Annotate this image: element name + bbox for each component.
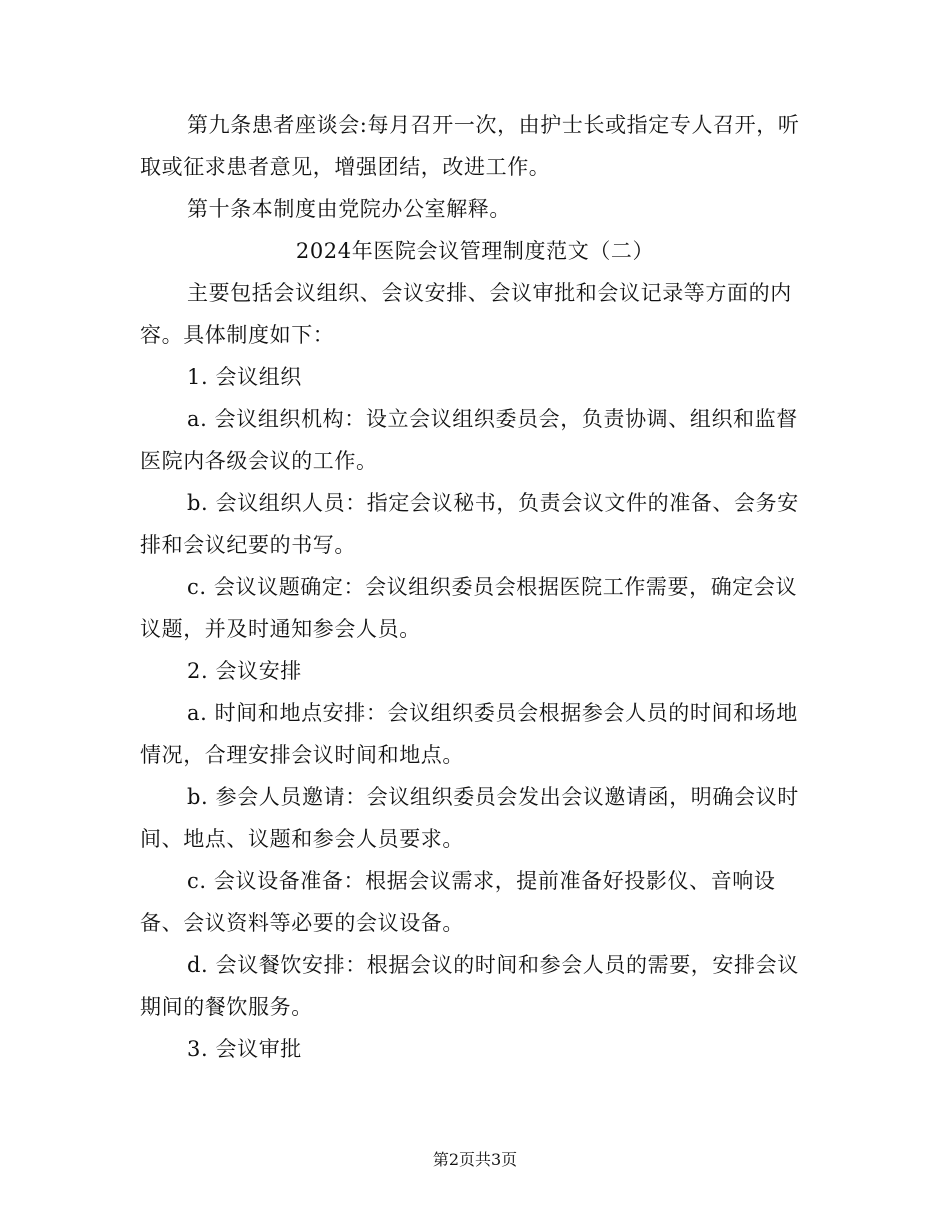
heading-meeting-arrangement: 2. 会议安排 (187, 659, 302, 683)
list-item-1a: a. 会议组织机构：设立会议组织委员会，负责协调、组织和监督医院内各级会议的工作。 (140, 407, 798, 473)
section-title: 2024年医院会议管理制度范文（二） (295, 239, 655, 263)
list-item-1c: c. 会议议题确定：会议组织委员会根据医院工作需要，确定会议议题，并及时通知参会人员。 (140, 575, 798, 641)
list-item-1b: b. 会议组织人员：指定会议秘书，负责会议文件的准备、会务安排和会议纪要的书写。 (140, 491, 799, 557)
page-number: 第2页共3页 (432, 1150, 518, 1169)
list-item-2a: a. 时间和地点安排：会议组织委员会根据参会人员的时间和场地情况，合理安排会议时间和地点。 (140, 701, 798, 767)
paragraph-article-9: 第九条患者座谈会:每月召开一次，由护士长或指定专人召开，听取或征求患者意见，增强团结，改进工作。 (140, 113, 800, 179)
paragraph-article-10: 第十条本制度由党院办公室解释。 (187, 197, 511, 221)
document-body (140, 104, 810, 1070)
heading-meeting-approval: 3. 会议审批 (187, 1037, 302, 1061)
list-item-2b: b. 参会人员邀请：会议组织委员会发出会议邀请函，明确会议时间、地点、议题和参会人员要求。 (140, 785, 799, 851)
list-item-2d: d. 会议餐饮安排：根据会议的时间和参会人员的需要，安排会议期间的餐饮服务。 (140, 953, 799, 1019)
heading-meeting-organization: 1. 会议组织 (187, 365, 302, 389)
list-item-2c: c. 会议设备准备：根据会议需求，提前准备好投影仪、音响设备、会议资料等必要的会议设备。 (140, 869, 776, 935)
paragraph-intro: 主要包括会议组织、会议安排、会议审批和会议记录等方面的内容。具体制度如下： (140, 281, 792, 347)
